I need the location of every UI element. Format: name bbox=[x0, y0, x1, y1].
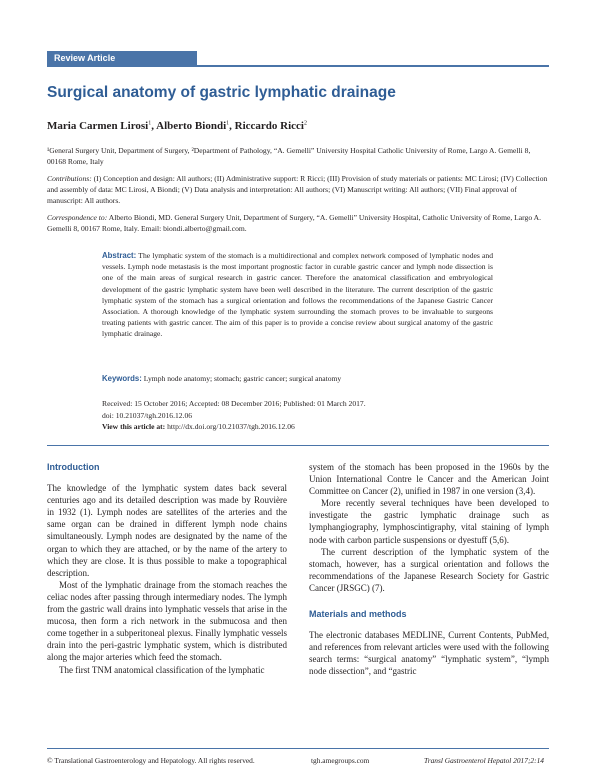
right-column bbox=[309, 461, 549, 678]
view-article-link[interactable]: View this article at: http://dx.doi.org/10.21037/tgh.2016.12.06 bbox=[102, 422, 295, 431]
contributions: Contributions: (I) Conception and design: All authors; (II) Administrative support: R Ricci; (III) Provision of study materials or patients: MC Lirosi; (IV) Collection and assembly of data: MC Lirosi, A Biondi; (V) Data analysis and interpretation: All authors; (VI) Manuscript writing: All authors; (VII) Final approval of manuscript: All authors. bbox=[47, 174, 548, 206]
footer-journal: Transl Gastroenterol Hepatol 2017;2:14 bbox=[424, 756, 544, 765]
author-name: Maria Carmen Lirosi bbox=[47, 120, 149, 132]
footer-copyright: © Translational Gastroenterology and Hepatology. All rights reserved. bbox=[47, 756, 255, 765]
paragraph: system of the stomach has been proposed in the 1960s by the Union International Contre le Cancer and the American Joint Committee on Cancer (2), unified in 1987 in one version (3,4). bbox=[309, 462, 549, 497]
article-title: Surgical anatomy of gastric lymphatic drainage bbox=[47, 84, 396, 101]
keywords: Keywords: Lymph node anatomy; stomach; gastric cancer; surgical anatomy bbox=[102, 374, 342, 383]
author-list: Maria Carmen Lirosi$^1$, Alberto Biondi$^1$, Riccardo Ricci$^2$ bbox=[47, 120, 307, 132]
publication-info bbox=[102, 398, 493, 433]
left-column bbox=[47, 461, 287, 676]
section-divider bbox=[47, 445, 549, 446]
correspondence: Correspondence to: Alberto Biondi, MD. General Surgery Unit, Department of Surgery, “A. Gemelli” University Hospital, Catholic University of Rome, Largo A. Gemelli 8, 00167 Rome, Italy. Email: biondi.alberto@gmail.com. bbox=[47, 213, 542, 234]
paragraph: Most of the lymphatic drainage from the stomach reaches the celiac nodes after passing through intermediary nodes. The lymph from the gastric wall drains into lymphatic vessels that arise in the mucosa, then form a rich network in the submucosa and then come together in a subperitoneal plexus. Finally lymphatic vessels drain into the peri-gastric lymphatic system, which is distributed along the major arteries which feed the stomach. bbox=[47, 579, 287, 663]
doi: doi: 10.21037/tgh.2016.12.06 bbox=[102, 410, 193, 420]
author-name: Riccardo Ricci bbox=[234, 120, 304, 132]
section-heading-methods: Materials and methods bbox=[309, 609, 407, 620]
keywords-label: Keywords: bbox=[102, 374, 142, 383]
header-rule bbox=[47, 65, 549, 67]
abstract: Abstract: The lymphatic system of the stomach is a multidirectional and complex network composed of lymphatic nodes and vessels. Lymph node metastasis is the most important prognostic factor in curable gastric cancer and lymph node dissection is one of the main areas of surgical research in gastric cancer. Therefore the anatomical classification and embryological development of the gastric lymphatic system have been well described in the literature. The current description of the gastric lymphatic system of the stomach has a surgical orientation and follows the recommendations of the Japanese Gastric Cancer Association. A thorough knowledge of the lymphatic system surrounding the stomach proves to be invaluable to surgeons treating patients with gastric cancer. The aim of this paper is to provide a concise review about surgical anatomy of the gastric lymphatic drainage. bbox=[102, 251, 493, 339]
author-name: Alberto Biondi bbox=[156, 120, 227, 132]
footer-site[interactable]: tgh.amegroups.com bbox=[311, 756, 370, 765]
paragraph: The electronic databases MEDLINE, Current Contents, PubMed, and references from relevant articles were used with the following search terms: “surgical anatomy” “lymphatic system”, “lymph node dissection”, and “gastric bbox=[309, 630, 549, 677]
article-type-badge: Review Article bbox=[47, 51, 197, 66]
affiliations: ¹General Surgery Unit, Department of Surgery, ²Department of Pathology, “A. Gemelli” University Hospital Catholic University of Rome, Largo A. Gemelli 8, 00168 Rome, Italy bbox=[47, 146, 531, 167]
section-heading-introduction: Introduction bbox=[47, 462, 100, 472]
received-dates: Received: 15 October 2016; Accepted: 08 December 2016; Published: 01 March 2017. bbox=[102, 399, 366, 408]
abstract-label: Abstract: bbox=[102, 251, 137, 260]
footer-rule bbox=[47, 748, 549, 749]
paragraph: More recently several techniques have been developed to investigate the gastric lymphatic drainage such as lymphangiography, lymphoscintigraphy, vital staining of lymph node with carbon particle suspensions or dyestuff (5,6). bbox=[309, 498, 549, 545]
paragraph: The current description of the lymphatic system of the stomach, however, has a surgical orientation and follows the recommendations of the Japanese Research Society for Gastric Cancer (JRSGC) (7). bbox=[309, 546, 549, 593]
paragraph: The knowledge of the lymphatic system dates back several centuries ago and its detailed description was made by Rouvière in 1932 (1). Lymph nodes are satellites of the arteries and the same organ can be drained in different lymph node chains simultaneously. Lymph nodes are designated by the name of the organ to which they are attached, or by the name of the artery to which they are close. It is thus possible to make a topographical description. bbox=[47, 483, 287, 578]
paragraph: The first TNM anatomical classification of the lymphatic bbox=[59, 664, 265, 675]
